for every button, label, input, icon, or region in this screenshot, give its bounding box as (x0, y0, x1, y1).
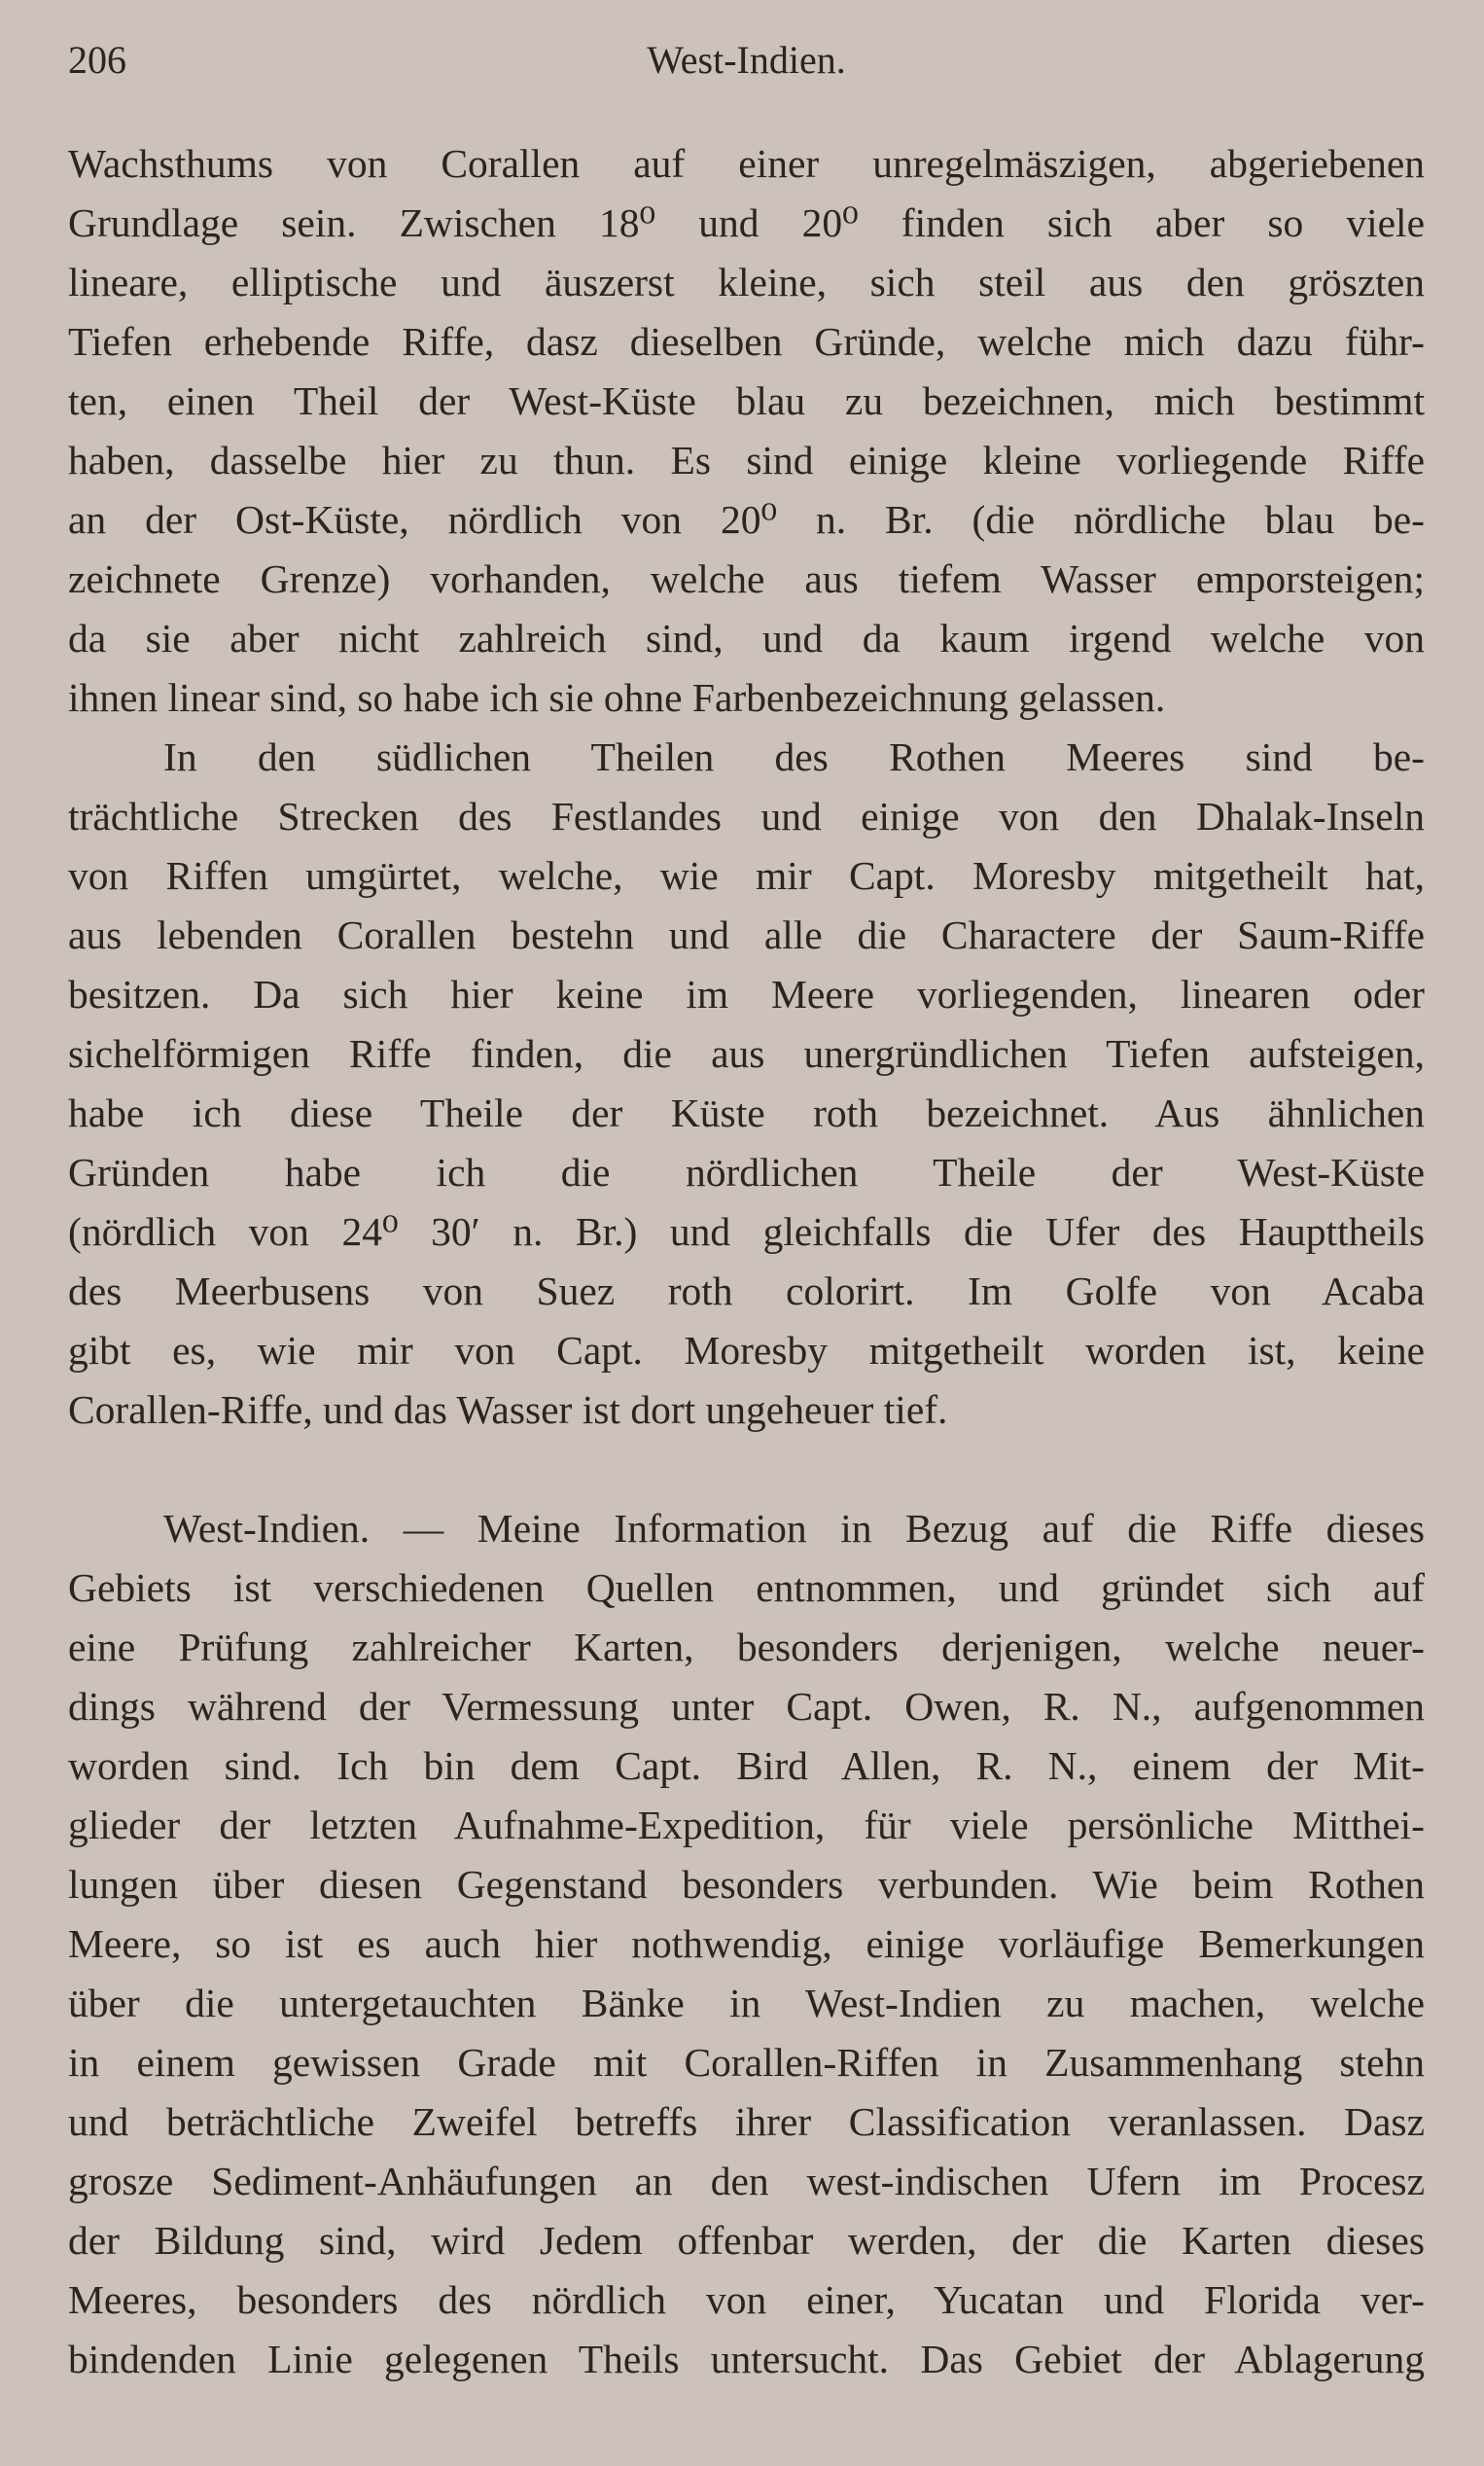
text-line: glieder der letzten Aufnahme-Expedition, für viele persönliche Mitthei- (68, 1803, 1425, 1847)
text-line: Meeres, besonders des nördlich von einer, Yucatan und Florida ver- (68, 2277, 1425, 2322)
text-line: haben, dasselbe hier zu thun. Es sind einige kleine vorliegende Riffe (68, 438, 1425, 482)
text-line: In den südlichen Theilen des Rothen Meeres sind be- (163, 734, 1425, 779)
text-line: Corallen-Riffe, und das Wasser ist dort ungeheuer tief. (68, 1387, 948, 1432)
text-line: Tiefen erhebende Riffe, dasz dieselben Gründe, welche mich dazu führ- (68, 319, 1425, 364)
text-line: besitzen. Da sich hier keine im Meere vorliegenden, linearen oder (68, 972, 1425, 1017)
text-line: sichelförmigen Riffe finden, die aus unergründlichen Tiefen aufsteigen, (68, 1031, 1425, 1076)
text-line: aus lebenden Corallen bestehn und alle die Charactere der Saum-Riffe (68, 912, 1425, 957)
text-line: gibt es, wie mir von Capt. Moresby mitgetheilt worden ist, keine (68, 1328, 1425, 1373)
text-line: Grundlage sein. Zwischen 18⁰ und 20⁰ finden sich aber so viele (68, 200, 1425, 245)
text-line: West-Indien. — Meine Information in Bezug auf die Riffe dieses (163, 1506, 1425, 1551)
text-line: und beträchtliche Zweifel betreffs ihrer Classification veranlassen. Dasz (68, 2099, 1425, 2144)
text-line: der Bildung sind, wird Jedem offenbar werden, der die Karten dieses (68, 2218, 1425, 2263)
text-line: an der Ost-Küste, nördlich von 20⁰ n. Br. (die nördliche blau be- (68, 497, 1425, 542)
text-line: lungen über diesen Gegenstand besonders verbunden. Wie beim Rothen (68, 1862, 1425, 1907)
text-line: eine Prüfung zahlreicher Karten, besonders derjenigen, welche neuer- (68, 1625, 1425, 1669)
text-line: Meere, so ist es auch hier nothwendig, einige vorläufige Bemerkungen (68, 1921, 1425, 1966)
text-line: Gründen habe ich die nördlichen Theile der West-Küste (68, 1150, 1425, 1195)
text-line: (nördlich von 24⁰ 30′ n. Br.) und gleichfalls die Ufer des Haupttheils (68, 1209, 1425, 1254)
text-line: Wachsthums von Corallen auf einer unregelmäszigen, abgeriebenen (68, 141, 1425, 186)
text-line: Gebiets ist verschiedenen Quellen entnommen, und gründet sich auf (68, 1565, 1425, 1610)
text-line: worden sind. Ich bin dem Capt. Bird Allen, R. N., einem der Mit- (68, 1743, 1425, 1788)
text-line: über die untergetauchten Bänke in West-Indien zu machen, welche (68, 1981, 1425, 2025)
text-line: ten, einen Theil der West-Küste blau zu bezeichnen, mich bestimmt (68, 378, 1425, 423)
text-line: lineare, elliptische und äuszerst kleine, sich steil aus den grӧszten (68, 260, 1425, 304)
text-line: ihnen linear sind, so habe ich sie ohne Farbenbezeichnung gelassen. (68, 675, 1166, 720)
text-line: von Riffen umgürtet, welche, wie mir Capt. Moresby mitgetheilt hat, (68, 853, 1425, 898)
text-line: habe ich diese Theile der Küste roth bezeichnet. Aus ähnlichen (68, 1090, 1425, 1135)
text-line: dings während der Vermessung unter Capt. Owen, R. N., aufgenommen (68, 1684, 1425, 1729)
text-line: in einem gewissen Grade mit Corallen-Riffen in Zusammenhang stehn (68, 2040, 1425, 2085)
text-line: des Meerbusens von Suez roth colorirt. Im Golfe von Acaba (68, 1269, 1425, 1313)
text-line: grosze Sediment-Anhäufungen an den west-indischen Ufern im Procesz (68, 2159, 1425, 2203)
text-line: bindenden Linie gelegenen Theils untersucht. Das Gebiet der Ablagerung (68, 2337, 1425, 2381)
text-line: zeichnete Grenze) vorhanden, welche aus tiefem Wasser emporsteigen; (68, 556, 1425, 601)
page-header (68, 37, 1425, 95)
text-line: trächtliche Strecken des Festlandes und einige von den Dhalak-Inseln (68, 794, 1425, 839)
running-title: West-Indien. (647, 38, 846, 82)
text-line: da sie aber nicht zahlreich sind, und da kaum irgend welche von (68, 616, 1425, 661)
page-number: 206 (68, 38, 126, 82)
